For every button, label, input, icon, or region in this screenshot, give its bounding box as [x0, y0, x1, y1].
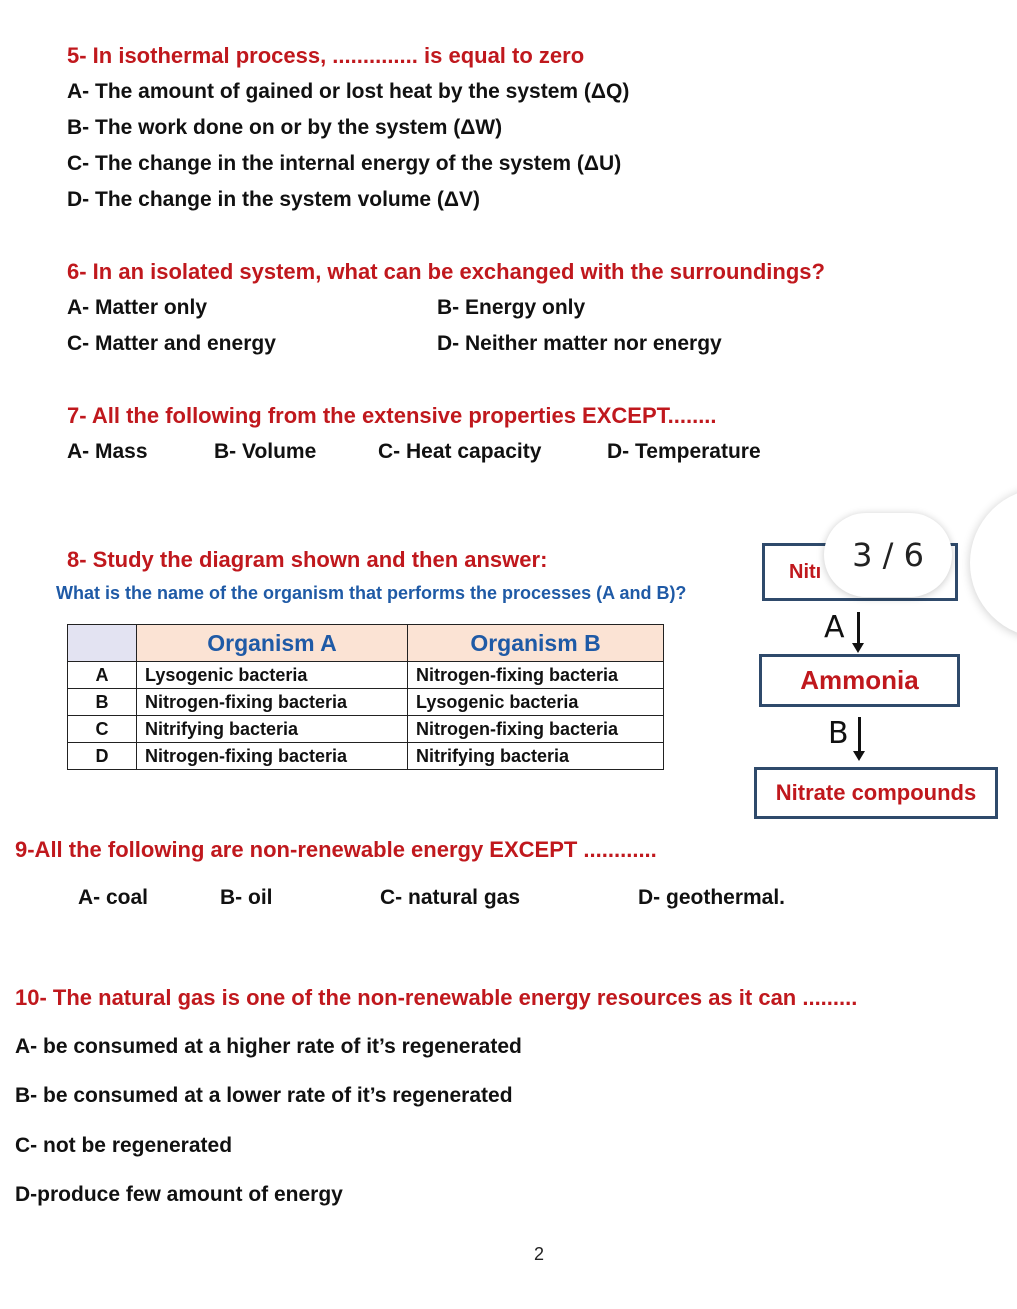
table-row-letter: D: [68, 743, 137, 770]
diagram-arrow-a-label: A: [824, 610, 845, 645]
q9-option-a: A- coal: [78, 886, 149, 909]
table-header-corner: [68, 625, 137, 662]
diagram-middle-box: [759, 654, 960, 707]
q7-question: 7- All the following from the extensive properties EXCEPT........: [67, 403, 717, 428]
q10-option-c: C- not be regenerated: [15, 1134, 233, 1157]
q9-option-d: D- geothermal.: [638, 886, 786, 909]
table-cell-organism-b: Nitrifying bacteria: [408, 743, 664, 770]
table-header-row: [68, 625, 664, 662]
q10-option-a: A- be consumed at a higher rate of it’s regenerated: [15, 1035, 522, 1058]
q5-option-c: C- The change in the internal energy of the system (ΔU): [67, 152, 622, 175]
q10-option-d: D-produce few amount of energy: [15, 1183, 343, 1206]
table-cell-organism-b: Lysogenic bacteria: [408, 689, 664, 716]
q6-option-b: B- Energy only: [437, 296, 586, 319]
q7-option-b: B- Volume: [214, 440, 317, 463]
q5-question: 5- In isothermal process, .............. is equal to zero: [67, 43, 585, 68]
table-cell-organism-a: Lysogenic bacteria: [137, 662, 408, 689]
organism-table: [67, 624, 664, 770]
q7-option-a: A- Mass: [67, 440, 148, 463]
q7-option-c: C- Heat capacity: [378, 440, 542, 463]
diagram-arrow-b-label: B: [828, 716, 849, 751]
q8-question: 8- Study the diagram shown and then answer:: [67, 547, 548, 572]
q6-option-c: C- Matter and energy: [67, 332, 276, 355]
q6-option-a: A- Matter only: [67, 296, 208, 319]
q6-question: 6- In an isolated system, what can be exchanged with the surroundings?: [67, 259, 825, 284]
table-row-letter: B: [68, 689, 137, 716]
diagram-bottom-box-label: Nitrate compounds: [775, 780, 977, 805]
table-cell-organism-b: Nitrogen-fixing bacteria: [408, 716, 664, 743]
table-cell-organism-a: Nitrifying bacteria: [137, 716, 408, 743]
table-cell-organism-a: Nitrogen-fixing bacteria: [137, 689, 408, 716]
table-row-letter: C: [68, 716, 137, 743]
q10-question: 10- The natural gas is one of the non-renewable energy resources as it can .........: [15, 985, 858, 1010]
page-indicator: [824, 513, 952, 597]
q6-option-d: D- Neither matter nor energy: [437, 332, 722, 355]
q9-question: 9-All the following are non-renewable energy EXCEPT ............: [15, 837, 657, 862]
q8-subquestion: What is the name of the organism that performs the processes (A and B)?: [56, 583, 687, 603]
table-cell-organism-b: Nitrogen-fixing bacteria: [408, 662, 664, 689]
arrow-down-icon: [857, 612, 860, 645]
page-number: 2: [534, 1244, 545, 1264]
table-row: [68, 662, 664, 689]
diagram-top-box-label: Nitı: [789, 560, 822, 583]
table-row-letter: A: [68, 662, 137, 689]
arrow-down-icon: [858, 717, 861, 753]
q5-option-d: D- The change in the system volume (ΔV): [67, 188, 481, 211]
table-header-organism-a: Organism A: [137, 625, 408, 662]
diagram-bottom-box: [754, 767, 998, 819]
table-row: [68, 743, 664, 770]
q9-option-b: B- oil: [220, 886, 273, 909]
table-row: [68, 716, 664, 743]
q9-option-c: C- natural gas: [380, 886, 521, 909]
table-row: [68, 689, 664, 716]
q7-option-d: D- Temperature: [607, 440, 761, 463]
floating-action-button[interactable]: [970, 488, 1017, 638]
q10-option-b: B- be consumed at a lower rate of it’s regenerated: [15, 1084, 513, 1107]
table-cell-organism-a: Nitrogen-fixing bacteria: [137, 743, 408, 770]
q5-option-a: A- The amount of gained or lost heat by the system (ΔQ): [67, 80, 630, 103]
table-header-organism-b: Organism B: [408, 625, 664, 662]
diagram-middle-box-label: Ammonia: [800, 665, 919, 695]
page-indicator-label: 3 / 6: [852, 536, 924, 574]
q5-option-b: B- The work done on or by the system (ΔW): [67, 116, 503, 139]
